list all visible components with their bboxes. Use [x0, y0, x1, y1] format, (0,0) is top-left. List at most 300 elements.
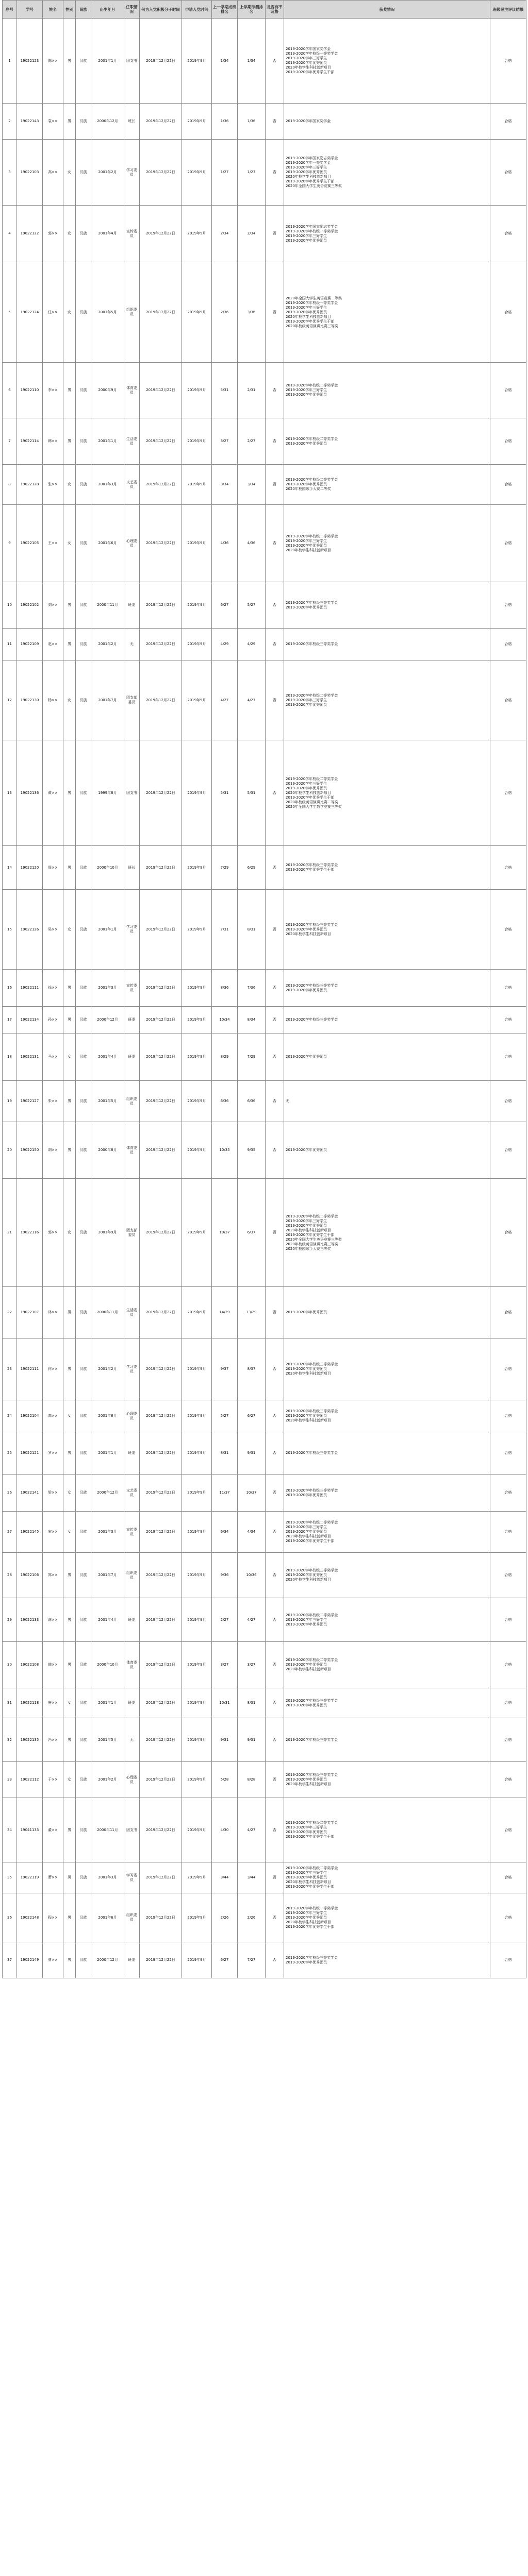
cell-birth: 2001年6月 — [91, 505, 124, 582]
cell-awards: 2019-2020学年校级一等奖学金 2019-2020学年三好学生 2019-2020学年优秀团员 2020年校学生科技创新项目 2019-2020学年优秀学生干部 — [284, 1893, 490, 1942]
cell-ethnicity: 汉族 — [76, 505, 91, 582]
cell-grade-rank: 5/31 — [212, 363, 238, 418]
cell-overall-rank: 1/34 — [238, 19, 266, 104]
cell-grade-rank: 1/34 — [212, 19, 238, 104]
cell-student-id: 19022141 — [17, 1475, 43, 1512]
cell-overall-rank: 3/34 — [238, 465, 266, 505]
table-row — [3, 1718, 526, 1762]
cell-sex: 男 — [63, 1718, 76, 1762]
cell-student-id: 19022150 — [17, 1122, 43, 1179]
cell-ethnicity: 汉族 — [76, 140, 91, 206]
cell-name: 何×× — [43, 1338, 63, 1400]
table-row — [3, 104, 526, 140]
cell-grade-rank: 6/27 — [212, 1942, 238, 1978]
table-row — [3, 1942, 526, 1978]
cell-evaluation: 合格 — [490, 970, 526, 1007]
table-row — [3, 1179, 526, 1287]
cell-failed: 否 — [266, 1400, 284, 1432]
cell-application-time: 2019年9月 — [182, 660, 212, 740]
cell-no: 30 — [3, 1642, 17, 1688]
cell-post: 团支部委员 — [124, 1179, 140, 1287]
cell-failed: 否 — [266, 629, 284, 660]
cell-failed: 否 — [266, 1598, 284, 1642]
cell-failed: 否 — [266, 1033, 284, 1081]
cell-post: 心理委员 — [124, 1762, 140, 1798]
cell-failed: 否 — [266, 1762, 284, 1798]
cell-grade-rank: 3/44 — [212, 1862, 238, 1893]
cell-failed: 否 — [266, 582, 284, 629]
cell-overall-rank: 8/31 — [238, 890, 266, 970]
table-row — [3, 890, 526, 970]
cell-ethnicity: 汉族 — [76, 1642, 91, 1688]
table-row — [3, 505, 526, 582]
cell-name: 陈×× — [43, 19, 63, 104]
cell-ethnicity: 汉族 — [76, 740, 91, 846]
cell-activist-time: 2019年12月22日 — [140, 890, 182, 970]
cell-overall-rank: 8/28 — [238, 1762, 266, 1798]
cell-failed: 否 — [266, 1512, 284, 1553]
cell-student-id: 19022135 — [17, 1718, 43, 1762]
cell-grade-rank: 2/34 — [212, 206, 238, 262]
table-row — [3, 1862, 526, 1893]
table-row — [3, 660, 526, 740]
cell-post: 无 — [124, 1718, 140, 1762]
cell-overall-rank: 2/26 — [238, 1893, 266, 1942]
cell-grade-rank: 8/36 — [212, 970, 238, 1007]
cell-evaluation: 合格 — [490, 363, 526, 418]
cell-no: 20 — [3, 1122, 17, 1179]
cell-evaluation: 合格 — [490, 1122, 526, 1179]
cell-ethnicity: 汉族 — [76, 970, 91, 1007]
cell-awards: 2019-2020学年国家励志奖学金 2019-2020学年一等奖学金 2019-2020学年三好学生 2019-2020学年优秀团员 2020年校学生科技创新项目 2019-2020学年优秀学生干部 2020年全国大学生英语竞赛三等奖 — [284, 140, 490, 206]
cell-student-id: 19022118 — [17, 1688, 43, 1718]
cell-post: 无 — [124, 629, 140, 660]
cell-ethnicity: 汉族 — [76, 418, 91, 465]
cell-awards: 2019-2020学年校级三等奖学金 2019-2020学年优秀团员 2020年校学生科技创新项目 — [284, 1762, 490, 1798]
cell-awards: 2020年全国大学生英语竞赛二等奖 2019-2020学年校级一等奖学金 2019-2020学年三好学生 2019-2020学年优秀团员 2020年校学生科技创新项目 2019-2020学年优秀学生干部 2020年校级英语演讲比赛三等奖 — [284, 262, 490, 363]
candidate-table — [2, 0, 526, 1978]
cell-failed: 否 — [266, 505, 284, 582]
cell-failed: 否 — [266, 1475, 284, 1512]
cell-awards: 2019-2020学年校级三等奖学金 — [284, 629, 490, 660]
cell-name: 吴×× — [43, 890, 63, 970]
cell-post: 学习委员 — [124, 1338, 140, 1400]
cell-ethnicity: 汉族 — [76, 1862, 91, 1893]
cell-application-time: 2019年9月 — [182, 465, 212, 505]
cell-name: 杨×× — [43, 660, 63, 740]
cell-application-time: 2019年9月 — [182, 1718, 212, 1762]
cell-application-time: 2019年9月 — [182, 1512, 212, 1553]
cell-overall-rank: 6/27 — [238, 1400, 266, 1432]
cell-post: 团支书 — [124, 740, 140, 846]
cell-evaluation: 合格 — [490, 1400, 526, 1432]
cell-no: 32 — [3, 1718, 17, 1762]
cell-birth: 2001年1月 — [91, 19, 124, 104]
cell-overall-rank: 4/27 — [238, 1798, 266, 1862]
cell-failed: 否 — [266, 660, 284, 740]
cell-name: 袁×× — [43, 104, 63, 140]
cell-activist-time: 2019年12月22日 — [140, 206, 182, 262]
cell-activist-time: 2019年12月22日 — [140, 104, 182, 140]
cell-awards: 2019-2020学年校级三等奖学金 2019-2020学年优秀团员 2020年校学生科技创新项目 — [284, 890, 490, 970]
table-header-row — [3, 1, 526, 19]
cell-application-time: 2019年9月 — [182, 1762, 212, 1798]
cell-activist-time: 2019年12月22日 — [140, 1432, 182, 1475]
cell-application-time: 2019年9月 — [182, 19, 212, 104]
cell-student-id: 19022109 — [17, 629, 43, 660]
cell-evaluation: 合格 — [490, 1287, 526, 1338]
cell-application-time: 2019年9月 — [182, 505, 212, 582]
cell-failed: 否 — [266, 890, 284, 970]
cell-activist-time: 2019年12月22日 — [140, 1338, 182, 1400]
cell-student-id: 19022121 — [17, 1432, 43, 1475]
cell-grade-rank: 11/37 — [212, 1475, 238, 1512]
cell-sex: 男 — [63, 1942, 76, 1978]
cell-failed: 否 — [266, 846, 284, 890]
cell-overall-rank: 1/27 — [238, 140, 266, 206]
cell-awards: 2019-2020学年校级三等奖学金 — [284, 1432, 490, 1475]
cell-awards: 2019-2020学年校级二等奖学金 2019-2020学年三好学生 2019-2020学年优秀团员 2020年校学生科技创新项目 2019-2020学年优秀学生干部 — [284, 1512, 490, 1553]
cell-ethnicity: 汉族 — [76, 465, 91, 505]
cell-activist-time: 2019年12月22日 — [140, 505, 182, 582]
cell-evaluation: 合格 — [490, 206, 526, 262]
cell-name: 朱×× — [43, 1081, 63, 1122]
cell-birth: 2001年2月 — [91, 1762, 124, 1798]
cell-post: 学习委员 — [124, 1862, 140, 1893]
cell-ethnicity: 汉族 — [76, 262, 91, 363]
cell-failed: 否 — [266, 1718, 284, 1762]
cell-no: 2 — [3, 104, 17, 140]
cell-overall-rank: 3/27 — [238, 1642, 266, 1688]
cell-activist-time: 2019年12月22日 — [140, 1475, 182, 1512]
cell-overall-rank: 4/36 — [238, 505, 266, 582]
cell-overall-rank: 2/27 — [238, 418, 266, 465]
cell-post: 团支书 — [124, 19, 140, 104]
cell-evaluation: 合格 — [490, 104, 526, 140]
header-activist-time: 何为入党积极分子时间 — [140, 1, 182, 19]
cell-ethnicity: 汉族 — [76, 629, 91, 660]
cell-ethnicity: 汉族 — [76, 1942, 91, 1978]
cell-activist-time: 2019年12月22日 — [140, 1718, 182, 1762]
cell-no: 17 — [3, 1007, 17, 1033]
cell-grade-rank: 10/31 — [212, 1688, 238, 1718]
cell-failed: 否 — [266, 465, 284, 505]
cell-student-id: 19022102 — [17, 582, 43, 629]
cell-post: 学习委员 — [124, 890, 140, 970]
table-row — [3, 970, 526, 1007]
cell-name: 程×× — [43, 1893, 63, 1942]
cell-grade-rank: 6/34 — [212, 1512, 238, 1553]
cell-sex: 男 — [63, 1862, 76, 1893]
cell-grade-rank: 7/29 — [212, 846, 238, 890]
cell-activist-time: 2019年12月22日 — [140, 1179, 182, 1287]
cell-grade-rank: 1/36 — [212, 104, 238, 140]
cell-ethnicity: 汉族 — [76, 1400, 91, 1432]
cell-sex: 女 — [63, 140, 76, 206]
cell-activist-time: 2019年12月22日 — [140, 1553, 182, 1598]
cell-no: 10 — [3, 582, 17, 629]
cell-post: 组织委员 — [124, 1081, 140, 1122]
cell-overall-rank: 6/36 — [238, 1081, 266, 1122]
cell-post: 心理委员 — [124, 505, 140, 582]
cell-no: 35 — [3, 1862, 17, 1893]
cell-activist-time: 2019年12月22日 — [140, 1762, 182, 1798]
cell-failed: 否 — [266, 140, 284, 206]
cell-activist-time: 2019年12月22日 — [140, 1287, 182, 1338]
cell-application-time: 2019年9月 — [182, 418, 212, 465]
cell-overall-rank: 2/31 — [238, 363, 266, 418]
cell-student-id: 19022134 — [17, 1007, 43, 1033]
table-row — [3, 206, 526, 262]
cell-activist-time: 2019年12月22日 — [140, 1862, 182, 1893]
cell-ethnicity: 汉族 — [76, 1553, 91, 1598]
cell-awards: 2019-2020学年校级三等奖学金 2019-2020学年优秀学生干部 — [284, 846, 490, 890]
cell-birth: 2000年9月 — [91, 363, 124, 418]
cell-activist-time: 2019年12月22日 — [140, 1598, 182, 1642]
cell-evaluation: 合格 — [490, 1718, 526, 1762]
cell-activist-time: 2019年12月22日 — [140, 1942, 182, 1978]
cell-evaluation: 合格 — [490, 890, 526, 970]
cell-name: 周×× — [43, 846, 63, 890]
cell-failed: 否 — [266, 206, 284, 262]
cell-student-id: 19022104 — [17, 1400, 43, 1432]
cell-activist-time: 2019年12月22日 — [140, 846, 182, 890]
cell-birth: 2001年7月 — [91, 660, 124, 740]
cell-no: 19 — [3, 1081, 17, 1122]
cell-student-id: 19022123 — [17, 19, 43, 104]
table-row — [3, 262, 526, 363]
cell-post: 班委 — [124, 1033, 140, 1081]
cell-name: 萧×× — [43, 1862, 63, 1893]
cell-name: 韩×× — [43, 418, 63, 465]
cell-ethnicity: 汉族 — [76, 1081, 91, 1122]
table-row — [3, 1081, 526, 1122]
cell-overall-rank: 7/36 — [238, 970, 266, 1007]
cell-overall-rank: 6/37 — [238, 1179, 266, 1287]
cell-sex: 男 — [63, 1287, 76, 1338]
cell-awards: 2019-2020学年校级三等奖学金 2019-2020学年优秀团员 — [284, 1688, 490, 1718]
cell-post: 团支书 — [124, 1798, 140, 1862]
cell-student-id: 19022106 — [17, 1553, 43, 1598]
cell-name: 郭×× — [43, 1179, 63, 1287]
cell-no: 7 — [3, 418, 17, 465]
cell-evaluation: 合格 — [490, 1512, 526, 1553]
cell-ethnicity: 汉族 — [76, 104, 91, 140]
cell-grade-rank: 1/27 — [212, 140, 238, 206]
cell-sex: 女 — [63, 505, 76, 582]
cell-birth: 2001年1月 — [91, 1432, 124, 1475]
cell-birth: 2001年9月 — [91, 1179, 124, 1287]
cell-name: 唐×× — [43, 1688, 63, 1718]
cell-failed: 否 — [266, 1942, 284, 1978]
cell-no: 33 — [3, 1762, 17, 1798]
cell-post: 宣传委员 — [124, 970, 140, 1007]
table-row — [3, 1688, 526, 1718]
header-no: 序号 — [3, 1, 17, 19]
table-row — [3, 582, 526, 629]
cell-student-id: 19022127 — [17, 1081, 43, 1122]
cell-ethnicity: 汉族 — [76, 206, 91, 262]
cell-student-id: 19041133 — [17, 1798, 43, 1862]
cell-grade-rank: 4/27 — [212, 660, 238, 740]
cell-ethnicity: 汉族 — [76, 1798, 91, 1862]
cell-name: 冯×× — [43, 1718, 63, 1762]
cell-no: 24 — [3, 1400, 17, 1432]
cell-failed: 否 — [266, 1893, 284, 1942]
cell-sex: 男 — [63, 1598, 76, 1642]
cell-grade-rank: 4/30 — [212, 1798, 238, 1862]
cell-evaluation: 合格 — [490, 1688, 526, 1718]
cell-application-time: 2019年9月 — [182, 1338, 212, 1400]
cell-birth: 2000年11月 — [91, 1287, 124, 1338]
header-overall-rank: 上学期综测排名 — [238, 1, 266, 19]
cell-birth: 2000年11月 — [91, 582, 124, 629]
cell-evaluation: 合格 — [490, 19, 526, 104]
cell-grade-rank: 8/29 — [212, 1033, 238, 1081]
cell-failed: 否 — [266, 363, 284, 418]
cell-post: 班委 — [124, 582, 140, 629]
cell-student-id: 19022108 — [17, 1642, 43, 1688]
cell-birth: 2000年12月 — [91, 1007, 124, 1033]
cell-activist-time: 2019年12月22日 — [140, 582, 182, 629]
cell-name: 高×× — [43, 1400, 63, 1432]
cell-student-id: 19022126 — [17, 890, 43, 970]
cell-student-id: 19022120 — [17, 846, 43, 890]
cell-student-id: 19022130 — [17, 660, 43, 740]
cell-birth: 2001年3月 — [91, 1512, 124, 1553]
cell-sex: 女 — [63, 1475, 76, 1512]
cell-name: 王×× — [43, 505, 63, 582]
cell-no: 37 — [3, 1942, 17, 1978]
cell-sex: 男 — [63, 104, 76, 140]
cell-overall-rank: 4/27 — [238, 1598, 266, 1642]
table-row — [3, 140, 526, 206]
cell-overall-rank: 8/34 — [238, 1007, 266, 1033]
cell-evaluation: 合格 — [490, 140, 526, 206]
cell-application-time: 2019年9月 — [182, 363, 212, 418]
cell-ethnicity: 汉族 — [76, 1512, 91, 1553]
cell-name: 赵×× — [43, 629, 63, 660]
cell-post: 组织委员 — [124, 1553, 140, 1598]
cell-application-time: 2019年9月 — [182, 140, 212, 206]
cell-grade-rank: 2/36 — [212, 262, 238, 363]
cell-sex: 男 — [63, 1798, 76, 1862]
cell-activist-time: 2019年12月22日 — [140, 418, 182, 465]
cell-sex: 男 — [63, 846, 76, 890]
cell-no: 13 — [3, 740, 17, 846]
cell-post: 宣传委员 — [124, 206, 140, 262]
cell-activist-time: 2019年12月22日 — [140, 1081, 182, 1122]
cell-post: 班长 — [124, 846, 140, 890]
cell-evaluation: 合格 — [490, 582, 526, 629]
cell-failed: 否 — [266, 418, 284, 465]
cell-awards: 无 — [284, 1081, 490, 1122]
cell-evaluation: 合格 — [490, 1033, 526, 1081]
cell-application-time: 2019年9月 — [182, 1642, 212, 1688]
cell-application-time: 2019年9月 — [182, 970, 212, 1007]
cell-post: 心理委员 — [124, 1400, 140, 1432]
cell-awards: 2019-2020学年校级三等奖学金 — [284, 1007, 490, 1033]
cell-application-time: 2019年9月 — [182, 629, 212, 660]
cell-birth: 2001年1月 — [91, 1688, 124, 1718]
cell-failed: 否 — [266, 1432, 284, 1475]
header-awards: 获奖情况 — [284, 1, 490, 19]
cell-overall-rank: 5/31 — [238, 740, 266, 846]
cell-sex: 男 — [63, 1432, 76, 1475]
cell-failed: 否 — [266, 1338, 284, 1400]
cell-ethnicity: 汉族 — [76, 1718, 91, 1762]
cell-application-time: 2019年9月 — [182, 846, 212, 890]
cell-evaluation: 合格 — [490, 1553, 526, 1598]
table-body — [3, 19, 526, 1978]
cell-ethnicity: 汉族 — [76, 660, 91, 740]
cell-student-id: 19022111 — [17, 1338, 43, 1400]
cell-no: 27 — [3, 1512, 17, 1553]
cell-sex: 女 — [63, 1179, 76, 1287]
cell-awards: 2019-2020学年优秀团员 — [284, 1033, 490, 1081]
table-row — [3, 1338, 526, 1400]
cell-birth: 2001年1月 — [91, 418, 124, 465]
cell-grade-rank: 5/27 — [212, 1400, 238, 1432]
cell-student-id: 19022119 — [17, 1862, 43, 1893]
cell-evaluation: 合格 — [490, 1081, 526, 1122]
cell-awards: 2019-2020学年校级二等奖学金 2019-2020学年三好学生 2019-2020学年优秀团员 — [284, 363, 490, 418]
table-row — [3, 1432, 526, 1475]
cell-awards: 2019-2020学年校级二等奖学金 2019-2020学年优秀团员 — [284, 418, 490, 465]
cell-grade-rank: 5/31 — [212, 740, 238, 846]
cell-grade-rank: 3/27 — [212, 418, 238, 465]
cell-sex: 女 — [63, 465, 76, 505]
cell-awards: 2019-2020学年校级二等奖学金 2019-2020学年优秀团员 2020年校学生科技创新项目 — [284, 1642, 490, 1688]
cell-student-id: 19022145 — [17, 1512, 43, 1553]
cell-birth: 2000年10月 — [91, 1642, 124, 1688]
cell-post: 体育委员 — [124, 363, 140, 418]
cell-name: 郭×× — [43, 206, 63, 262]
cell-student-id: 19022110 — [17, 363, 43, 418]
cell-failed: 否 — [266, 970, 284, 1007]
cell-name: 宋×× — [43, 1512, 63, 1553]
cell-failed: 否 — [266, 1688, 284, 1718]
cell-application-time: 2019年9月 — [182, 1475, 212, 1512]
cell-activist-time: 2019年12月22日 — [140, 740, 182, 846]
cell-birth: 2001年4月 — [91, 1033, 124, 1081]
table-row — [3, 1007, 526, 1033]
cell-application-time: 2019年9月 — [182, 890, 212, 970]
cell-ethnicity: 汉族 — [76, 846, 91, 890]
cell-grade-rank: 10/35 — [212, 1122, 238, 1179]
cell-evaluation: 合格 — [490, 1893, 526, 1942]
cell-application-time: 2019年9月 — [182, 1942, 212, 1978]
cell-evaluation: 合格 — [490, 1642, 526, 1688]
cell-birth: 2001年4月 — [91, 206, 124, 262]
cell-awards: 2019-2020学年校级三等奖学金 2019-2020学年优秀团员 — [284, 1942, 490, 1978]
cell-grade-rank: 3/27 — [212, 1642, 238, 1688]
cell-evaluation: 合格 — [490, 1179, 526, 1287]
table-row — [3, 740, 526, 846]
cell-student-id: 19022148 — [17, 1893, 43, 1942]
cell-sex: 女 — [63, 660, 76, 740]
cell-awards: 2019-2020学年校级三等奖学金 2019-2020学年优秀团员 2020年校学生科技创新项目 — [284, 1338, 490, 1400]
cell-student-id: 19022114 — [17, 418, 43, 465]
cell-ethnicity: 汉族 — [76, 1475, 91, 1512]
cell-name: 高×× — [43, 140, 63, 206]
cell-application-time: 2019年9月 — [182, 1287, 212, 1338]
cell-application-time: 2019年9月 — [182, 1893, 212, 1942]
cell-no: 15 — [3, 890, 17, 970]
table-row — [3, 1400, 526, 1432]
cell-ethnicity: 汉族 — [76, 1287, 91, 1338]
header-ethnicity: 民族 — [76, 1, 91, 19]
